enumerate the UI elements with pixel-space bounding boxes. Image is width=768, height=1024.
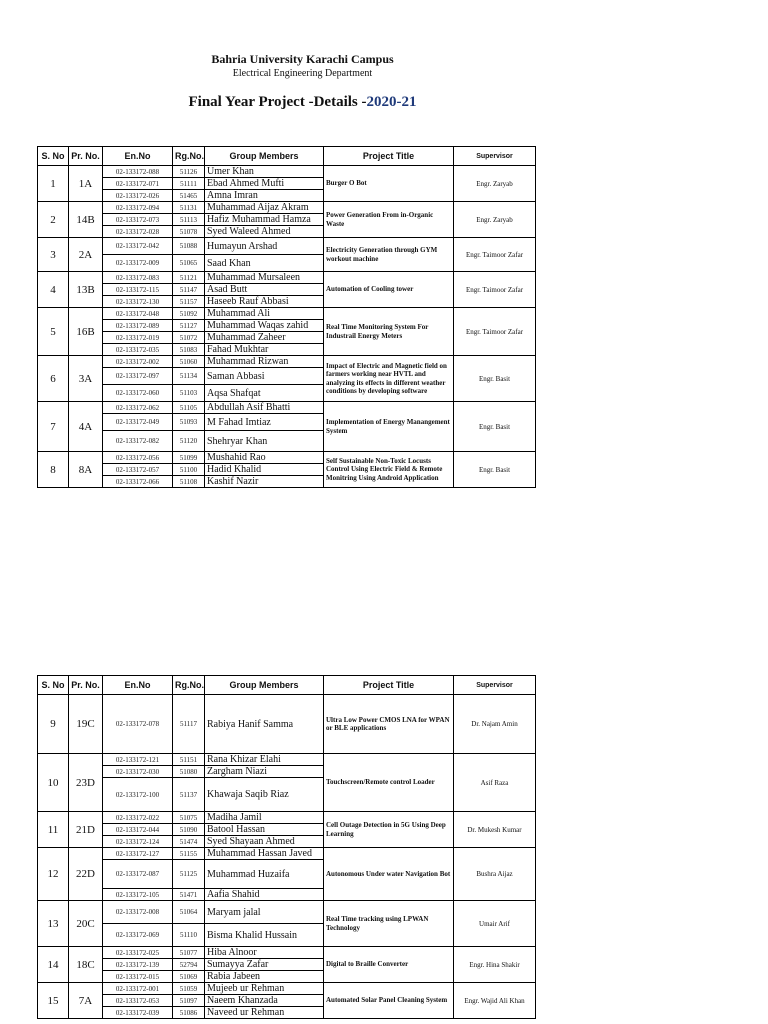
registration-number: 52794 <box>173 959 205 971</box>
group-member-name: Muhammad Aijaz Akram <box>205 202 324 214</box>
table-row <box>38 402 536 414</box>
supervisor-name: Engr. Basit <box>454 356 536 402</box>
registration-number: 51147 <box>173 284 205 296</box>
table-row <box>38 754 536 766</box>
registration-number: 51060 <box>173 356 205 368</box>
group-member-name: Muhammad Waqas zahid <box>205 320 324 332</box>
enrollment-number: 02-133172-100 <box>103 778 173 812</box>
table-row <box>38 272 536 284</box>
group-member-name: Hadid Khalid <box>205 464 324 476</box>
enrollment-number: 02-133172-088 <box>103 166 173 178</box>
enrollment-number: 02-133172-001 <box>103 983 173 995</box>
group-member-name: Abdullah Asif Bhatti <box>205 402 324 414</box>
table-row <box>38 308 536 320</box>
registration-number: 51117 <box>173 695 205 754</box>
enrollment-number: 02-133172-069 <box>103 924 173 947</box>
table-row <box>38 356 536 368</box>
supervisor-name: Engr. Basit <box>454 452 536 488</box>
enrollment-number: 02-133172-022 <box>103 812 173 824</box>
supervisor-name: Bushra Aijaz <box>454 848 536 901</box>
enrollment-number: 02-133172-060 <box>103 385 173 402</box>
enrollment-number: 02-133172-139 <box>103 959 173 971</box>
serial-number: 13 <box>38 901 69 947</box>
enrollment-number: 02-133172-056 <box>103 452 173 464</box>
project-number: 7A <box>69 983 103 1019</box>
project-table <box>37 675 536 1019</box>
project-number: 14B <box>69 202 103 238</box>
enrollment-number: 02-133172-049 <box>103 414 173 431</box>
col-supervisor-header: Supervisor <box>454 147 536 166</box>
enrollment-number: 02-133172-009 <box>103 255 173 272</box>
table-row <box>38 983 536 995</box>
serial-number: 4 <box>38 272 69 308</box>
col-sno-header: S. No <box>38 147 69 166</box>
registration-number: 51093 <box>173 414 205 431</box>
enrollment-number: 02-133172-071 <box>103 178 173 190</box>
enrollment-number: 02-133172-082 <box>103 431 173 452</box>
group-member-name: Umer Khan <box>205 166 324 178</box>
group-member-name: Muhammad Mursaleen <box>205 272 324 284</box>
table-row <box>38 166 536 178</box>
enrollment-number: 02-133172-039 <box>103 1007 173 1019</box>
registration-number: 51092 <box>173 308 205 320</box>
project-number: 16B <box>69 308 103 356</box>
registration-number: 51090 <box>173 824 205 836</box>
registration-number: 51069 <box>173 971 205 983</box>
registration-number: 51127 <box>173 320 205 332</box>
registration-number: 51125 <box>173 860 205 889</box>
group-member-name: Saman Abbasi <box>205 368 324 385</box>
supervisor-name: Asif Raza <box>454 754 536 812</box>
col-sno-header: S. No <box>38 676 69 695</box>
group-member-name: Madiha Jamil <box>205 812 324 824</box>
project-number: 2A <box>69 238 103 272</box>
table-row <box>38 452 536 464</box>
serial-number: 6 <box>38 356 69 402</box>
registration-number: 51134 <box>173 368 205 385</box>
enrollment-number: 02-133172-097 <box>103 368 173 385</box>
group-member-name: Naveed ur Rehman <box>205 1007 324 1019</box>
project-title: Burger O Bot <box>324 166 454 202</box>
registration-number: 51108 <box>173 476 205 488</box>
group-member-name: Aqsa Shafqat <box>205 385 324 402</box>
project-number: 21D <box>69 812 103 848</box>
registration-number: 51075 <box>173 812 205 824</box>
registration-number: 51065 <box>173 255 205 272</box>
enrollment-number: 02-133172-002 <box>103 356 173 368</box>
project-number: 23D <box>69 754 103 812</box>
registration-number: 51088 <box>173 238 205 255</box>
col-members-header: Group Members <box>205 676 324 695</box>
col-prno-header: Pr. No. <box>69 676 103 695</box>
supervisor-name: Engr. Zaryab <box>454 202 536 238</box>
department-name: Electrical Engineering Department <box>232 68 373 79</box>
table-row <box>38 812 536 824</box>
registration-number: 51077 <box>173 947 205 959</box>
registration-number: 51103 <box>173 385 205 402</box>
serial-number: 15 <box>38 983 69 1019</box>
enrollment-number: 02-133172-066 <box>103 476 173 488</box>
registration-number: 51121 <box>173 272 205 284</box>
registration-number: 51097 <box>173 995 205 1007</box>
col-enno-header: En.No <box>103 147 173 166</box>
group-member-name: Rabiya Hanif Samma <box>205 695 324 754</box>
group-member-name: Humayun Arshad <box>205 238 324 255</box>
project-title: Digital to Braille Converter <box>324 947 454 983</box>
enrollment-number: 02-133172-035 <box>103 344 173 356</box>
project-number: 20C <box>69 901 103 947</box>
group-member-name: Aafia Shahid <box>205 889 324 901</box>
project-number: 13B <box>69 272 103 308</box>
serial-number: 1 <box>38 166 69 202</box>
enrollment-number: 02-133172-094 <box>103 202 173 214</box>
serial-number: 5 <box>38 308 69 356</box>
group-member-name: Muhammad Zaheer <box>205 332 324 344</box>
group-member-name: Bisma Khalid Hussain <box>205 924 324 947</box>
registration-number: 51151 <box>173 754 205 766</box>
group-member-name: Syed Shayaan Ahmed <box>205 836 324 848</box>
group-member-name: Naeem Khanzada <box>205 995 324 1007</box>
enrollment-number: 02-133172-083 <box>103 272 173 284</box>
title-year: 2020-21 <box>366 94 417 110</box>
registration-number: 51474 <box>173 836 205 848</box>
group-member-name: Amna Imran <box>205 190 324 202</box>
project-title: Cell Outage Detection in 5G Using Deep Learning <box>324 812 454 848</box>
enrollment-number: 02-133172-124 <box>103 836 173 848</box>
serial-number: 9 <box>38 695 69 754</box>
col-supervisor-header: Supervisor <box>454 676 536 695</box>
supervisor-name: Engr. Basit <box>454 402 536 452</box>
supervisor-name: Engr. Taimoor Zafar <box>454 272 536 308</box>
supervisor-name: Engr. Taimoor Zafar <box>454 308 536 356</box>
project-title: Automated Solar Panel Cleaning System <box>324 983 454 1019</box>
enrollment-number: 02-133172-087 <box>103 860 173 889</box>
col-rgno-header: Rg.No. <box>173 676 205 695</box>
project-title: Ultra Low Power CMOS LNA for WPAN or BLE applications <box>324 695 454 754</box>
group-member-name: Syed Waleed Ahmed <box>205 226 324 238</box>
group-member-name: Ebad Ahmed Mufti <box>205 178 324 190</box>
group-member-name: Haseeb Rauf Abbasi <box>205 296 324 308</box>
enrollment-number: 02-133172-115 <box>103 284 173 296</box>
group-member-name: Khawaja Saqib Riaz <box>205 778 324 812</box>
enrollment-number: 02-133172-008 <box>103 901 173 924</box>
table-row <box>38 848 536 860</box>
enrollment-number: 02-133172-015 <box>103 971 173 983</box>
group-member-name: Maryam jalal <box>205 901 324 924</box>
serial-number: 3 <box>38 238 69 272</box>
project-table <box>37 146 536 488</box>
col-title-header: Project Title <box>324 676 454 695</box>
project-title: Automation of Cooling tower <box>324 272 454 308</box>
project-number: 3A <box>69 356 103 402</box>
registration-number: 51059 <box>173 983 205 995</box>
registration-number: 51120 <box>173 431 205 452</box>
enrollment-number: 02-133172-121 <box>103 754 173 766</box>
university-name: Bahria University Karachi Campus <box>211 52 394 66</box>
project-title: Power Generation From in-Organic Waste <box>324 202 454 238</box>
registration-number: 51111 <box>173 178 205 190</box>
group-member-name: Muhammad Huzaifa <box>205 860 324 889</box>
serial-number: 2 <box>38 202 69 238</box>
project-number: 19C <box>69 695 103 754</box>
project-title: Real Time Monitoring System For Industrail Energy Meters <box>324 308 454 356</box>
group-member-name: Muhammad Rizwan <box>205 356 324 368</box>
supervisor-name: Engr. Taimoor Zafar <box>454 238 536 272</box>
serial-number: 14 <box>38 947 69 983</box>
registration-number: 51064 <box>173 901 205 924</box>
supervisor-name: Dr. Mukesh Kumar <box>454 812 536 848</box>
project-title: Self Sustainable Non-Toxic Locusts Control Using Electric Field & Remote Monitring Using Android Application <box>324 452 454 488</box>
registration-number: 51072 <box>173 332 205 344</box>
group-member-name: Shehryar Khan <box>205 431 324 452</box>
group-member-name: Kashif Nazir <box>205 476 324 488</box>
group-member-name: Hiba Alnoor <box>205 947 324 959</box>
enrollment-number: 02-133172-030 <box>103 766 173 778</box>
group-member-name: Fahad Mukhtar <box>205 344 324 356</box>
registration-number: 51113 <box>173 214 205 226</box>
table-header-row <box>38 676 536 695</box>
serial-number: 7 <box>38 402 69 452</box>
supervisor-name: Umair Arif <box>454 901 536 947</box>
project-title: Impact of Electric and Magnetic field on farmers working near HVTL and analyzing its effects in different weather conditions by developing software <box>324 356 454 402</box>
group-member-name: Batool Hassan <box>205 824 324 836</box>
project-number: 1A <box>69 166 103 202</box>
registration-number: 51100 <box>173 464 205 476</box>
project-title: Implementation of Energy Manangement System <box>324 402 454 452</box>
enrollment-number: 02-133172-073 <box>103 214 173 226</box>
enrollment-number: 02-133172-057 <box>103 464 173 476</box>
supervisor-name: Engr. Hina Shakir <box>454 947 536 983</box>
project-title: Autonomous Under water Navigation Bot <box>324 848 454 901</box>
table-row <box>38 901 536 924</box>
enrollment-number: 02-133172-053 <box>103 995 173 1007</box>
registration-number: 51131 <box>173 202 205 214</box>
registration-number: 51157 <box>173 296 205 308</box>
project-title: Real Time tracking using LPWAN Technology <box>324 901 454 947</box>
group-member-name: Rabia Jabeen <box>205 971 324 983</box>
group-member-name: Zargham Niazi <box>205 766 324 778</box>
table-header-row <box>38 147 536 166</box>
registration-number: 51078 <box>173 226 205 238</box>
registration-number: 51080 <box>173 766 205 778</box>
registration-number: 51105 <box>173 402 205 414</box>
enrollment-number: 02-133172-089 <box>103 320 173 332</box>
serial-number: 8 <box>38 452 69 488</box>
enrollment-number: 02-133172-130 <box>103 296 173 308</box>
enrollment-number: 02-133172-062 <box>103 402 173 414</box>
registration-number: 51086 <box>173 1007 205 1019</box>
table-row <box>38 695 536 754</box>
enrollment-number: 02-133172-078 <box>103 695 173 754</box>
registration-number: 51126 <box>173 166 205 178</box>
project-number: 4A <box>69 402 103 452</box>
table-row <box>38 947 536 959</box>
enrollment-number: 02-133172-025 <box>103 947 173 959</box>
project-number: 8A <box>69 452 103 488</box>
enrollment-number: 02-133172-028 <box>103 226 173 238</box>
col-title-header: Project Title <box>324 147 454 166</box>
group-member-name: Sumayya Zafar <box>205 959 324 971</box>
group-member-name: Mushahid Rao <box>205 452 324 464</box>
table-row <box>38 202 536 214</box>
enrollment-number: 02-133172-042 <box>103 238 173 255</box>
registration-number: 51083 <box>173 344 205 356</box>
group-member-name: Mujeeb ur Rehman <box>205 983 324 995</box>
group-member-name: Saad Khan <box>205 255 324 272</box>
enrollment-number: 02-133172-026 <box>103 190 173 202</box>
supervisor-name: Dr. Najam Amin <box>454 695 536 754</box>
col-enno-header: En.No <box>103 676 173 695</box>
group-member-name: Hafiz Muhammad Hamza <box>205 214 324 226</box>
registration-number: 51155 <box>173 848 205 860</box>
project-number: 22D <box>69 848 103 901</box>
enrollment-number: 02-133172-044 <box>103 824 173 836</box>
enrollment-number: 02-133172-127 <box>103 848 173 860</box>
enrollment-number: 02-133172-048 <box>103 308 173 320</box>
serial-number: 10 <box>38 754 69 812</box>
group-member-name: M Fahad Imtiaz <box>205 414 324 431</box>
enrollment-number: 02-133172-105 <box>103 889 173 901</box>
project-title: Touchscreen/Remote control Loader <box>324 754 454 812</box>
col-rgno-header: Rg.No. <box>173 147 205 166</box>
group-member-name: Muhammad Hassan Javed <box>205 848 324 860</box>
supervisor-name: Engr. Zaryab <box>454 166 536 202</box>
title-prefix: Final Year Project -Details - <box>188 94 367 110</box>
group-member-name: Asad Butt <box>205 284 324 296</box>
registration-number: 51465 <box>173 190 205 202</box>
serial-number: 11 <box>38 812 69 848</box>
registration-number: 51471 <box>173 889 205 901</box>
supervisor-name: Engr. Wajid Ali Khan <box>454 983 536 1019</box>
col-members-header: Group Members <box>205 147 324 166</box>
registration-number: 51110 <box>173 924 205 947</box>
document-title <box>0 94 605 111</box>
registration-number: 51137 <box>173 778 205 812</box>
col-prno-header: Pr. No. <box>69 147 103 166</box>
enrollment-number: 02-133172-019 <box>103 332 173 344</box>
group-member-name: Rana Khizar Elahi <box>205 754 324 766</box>
project-number: 18C <box>69 947 103 983</box>
registration-number: 51099 <box>173 452 205 464</box>
table-row <box>38 238 536 255</box>
project-title: Electricity Generation through GYM workout machine <box>324 238 454 272</box>
group-member-name: Muhammad Ali <box>205 308 324 320</box>
serial-number: 12 <box>38 848 69 901</box>
